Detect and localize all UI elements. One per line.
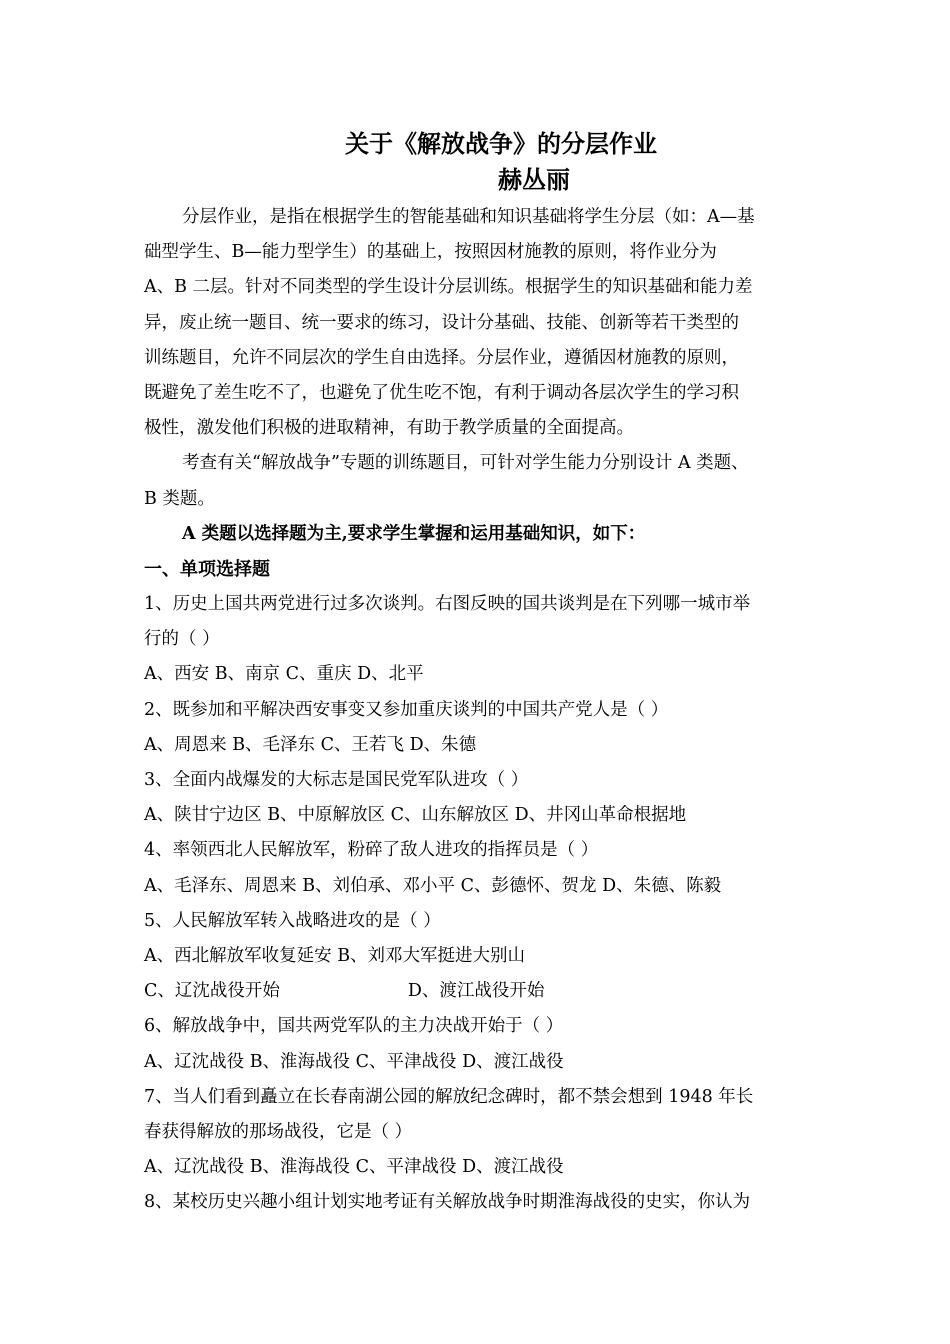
intro-line: A、B 二层。针对不同类型的学生设计分层训练。根据学生的知识基础和能力差: [144, 277, 753, 298]
question-stem: 7、当人们看到矗立在长春南湖公园的解放纪念碑时，都不禁会想到 1948 年长: [144, 1086, 754, 1107]
question-stem: 4、率领西北人民解放军，粉碎了敌人进攻的指挥员是（ ）: [144, 840, 599, 861]
intro-line: 分层作业，是指在根据学生的智能基础和知识基础将学生分层（如：A—基: [182, 207, 755, 227]
option-c: C、辽沈战役开始: [144, 981, 280, 1002]
question-options: A、周恩来 B、毛泽东 C、王若飞 D、朱德: [144, 734, 477, 755]
document-author: 赫丛丽: [498, 165, 570, 194]
paragraph-line: 考查有关“解放战争”专题的训练题目，可针对学生能力分别设计 A 类题、: [182, 453, 749, 474]
intro-line: 极性，激发他们积极的进取精神，有助于教学质量的全面提高。: [144, 418, 634, 439]
question-stem: 春获得解放的那场战役，它是（ ）: [144, 1121, 413, 1142]
option-d: D、渡江战役开始: [407, 981, 545, 1002]
question-stem: 3、全面内战爆发的大标志是国民党军队进攻（ ）: [144, 770, 529, 790]
question-stem: 1、历史上国共两党进行过多次谈判。右图反映的国共谈判是在下列哪一城市举: [144, 594, 751, 615]
document-title: 关于《解放战争》的分层作业: [345, 129, 657, 158]
question-options: [144, 974, 810, 1009]
intro-line: 既避免了差生吃不了，也避免了优生吃不饱，有利于调动各层次学生的学习积: [144, 382, 739, 403]
question-stem: 2、既参加和平解决西安事变又参加重庆谈判的中国共产党人是（ ）: [144, 699, 669, 720]
question-options: A、西北解放军收复延安 B、刘邓大军挺进大别山: [144, 945, 526, 966]
question-stem: 8、某校历史兴趣小组计划实地考证有关解放战争时期淮海战役的史实，你认为: [144, 1192, 751, 1213]
question-options: A、西安 B、南京 C、重庆 D、北平: [144, 664, 424, 685]
document-body: [144, 200, 810, 1220]
paragraph-line: B 类题。: [144, 488, 215, 509]
a-category-intro: A 类题以选择题为主,要求学生掌握和运用基础知识，如下：: [182, 523, 646, 544]
intro-line: 础型学生、B—能力型学生）的基础上，按照因材施教的原则，将作业分为: [144, 242, 717, 263]
question-options: A、陕甘宁边区 B、中原解放区 C、山东解放区 D、井冈山革命根据地: [144, 805, 687, 826]
section-heading: 一、单项选择题: [144, 558, 270, 580]
question-options: A、毛泽东、周恩来 B、刘伯承、邓小平 C、彭德怀、贺龙 D、朱德、陈毅: [144, 875, 722, 896]
intro-line: 训练题目，允许不同层次的学生自由选择。分层作业，遵循因材施教的原则，: [144, 347, 739, 368]
intro-line: 异，废止统一题目、统一要求的练习，设计分基础、技能、创新等若干类型的: [144, 312, 739, 333]
question-stem: 6、解放战争中，国共两党军队的主力决战开始于（ ）: [144, 1016, 564, 1037]
question-stem: 行的（ ）: [144, 629, 220, 650]
question-stem: 5、人民解放军转入战略进攻的是（ ）: [144, 910, 441, 931]
question-options: A、辽沈战役 B、淮海战役 C、平津战役 D、渡江战役: [144, 1051, 564, 1072]
question-options: A、辽沈战役 B、淮海战役 C、平津战役 D、渡江战役: [144, 1157, 564, 1178]
